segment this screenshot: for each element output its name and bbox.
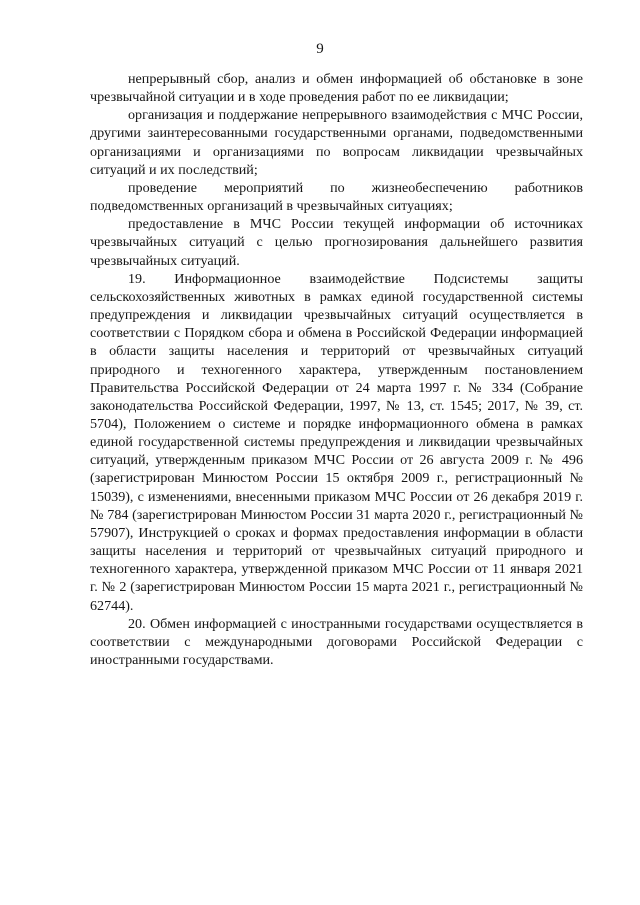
paragraph-19-information-interaction: 19. Информационное взаимодействие Подсистемы защиты сельскохозяйственных животных в рамках единой государственной системы предупреждения и ликвидации чрезвычайных ситуаций осуществляется в соответствии с Порядком сбора и обмена в Российской Федерации информацией в области защиты населения и территорий от чрезвычайных ситуаций природного и техногенного характера, утвержденным постановлением Правительства Российской Федерации от 24 марта 1997 г. № 334 (Собрание законодательства Российской Федерации, 1997, № 13, ст. 1545; 2017, № 39, ст. 5704), Положением о системе и порядке информационного обмена в рамках единой государственной системы предупреждения и ликвидации чрезвычайных ситуаций, утвержденным приказом МЧС России от 26 августа 2009 г. № 496 (зарегистрирован Минюстом России 15 октября 2009 г., регистрационный № 15039), с изменениями, внесенными приказом МЧС России от 26 декабря 2019 г. № 784 (зарегистрирован Минюстом России 31 марта 2020 г., регистрационный № 57907), Инструкцией о сроках и формах предоставления информации в области защиты населения и территорий от чрезвычайных ситуаций природного и техногенного характера, утвержденной приказом МЧС России от 11 января 2021 г. № 2 (зарегистрирован Минюстом России 15 марта 2021 г., регистрационный № 62744). (90, 270, 583, 614)
paragraph-life-support: проведение мероприятий по жизнеобеспечению работников подведомственных организаций в чрезвычайных ситуациях; (90, 179, 583, 215)
body-text (90, 70, 583, 669)
paragraph-20-foreign-exchange: 20. Обмен информацией с иностранными государствами осуществляется в соответствии с международными договорами Российской Федерации с иностранными государствами. (90, 615, 583, 668)
paragraph-interaction-organization: организация и поддержание непрерывного взаимодействия с МЧС России, другими заинтересованными государственными органами, подведомственными организациями и организациями по вопросам ликвидации чрезвычайных ситуаций и их последствий; (90, 107, 583, 178)
page-number: 9 (316, 41, 324, 57)
paragraph-continuous-info-exchange: непрерывный сбор, анализ и обмен информацией об обстановке в зоне чрезвычайной ситуации и в ходе проведения работ по ее ликвидации; (90, 71, 583, 106)
paragraph-current-info-provision: предоставление в МЧС России текущей информации об источниках чрезвычайных ситуаций с целью прогнозирования дальнейшего развития чрезвычайных ситуаций. (90, 216, 583, 269)
